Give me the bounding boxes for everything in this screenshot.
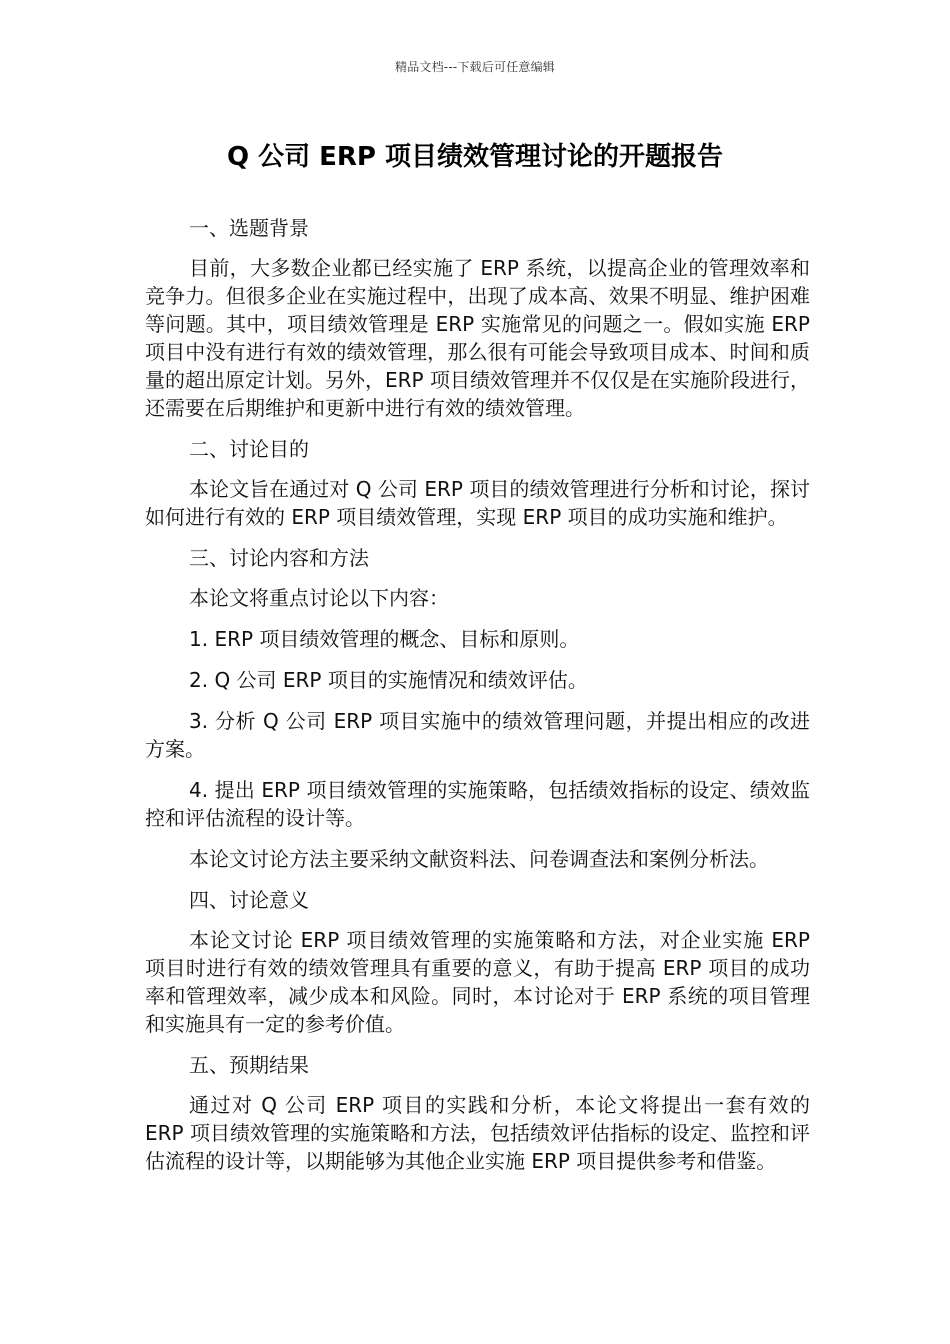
paragraph-background: 目前，大多数企业都已经实施了 ERP 系统，以提高企业的管理效率和竞争力。但很多企业在实施过程中，出现了成本高、效果不明显、维护困难等问题。其中，项目绩效管理是 ERP 实施常见的问题之一。假如实施 ERP 项目中没有进行有效的绩效管理，那么很有可能会导致项目成本、时间和质量的超出原定计划。另外，ERP 项目绩效管理并不仅仅是在实施阶段进行，还需要在后期维护和更新中进行有效的绩效管理。 — [145, 256, 810, 420]
section-heading-significance: 四、讨论意义 — [189, 888, 309, 912]
section-heading-purpose: 二、讨论目的 — [189, 437, 309, 461]
paragraph-significance: 本论文讨论 ERP 项目绩效管理的实施策略和方法，对企业实施 ERP 项目时进行有效的绩效管理具有重要的意义，有助于提高 ERP 项目的成功率和管理效率，减少成本和风险。同时，本讨论对于 ERP 系统的项目管理和实施具有一定的参考价值。 — [145, 928, 810, 1036]
header-note: 精品文档---下载后可任意编辑 — [395, 60, 555, 74]
list-item-1: 1. ERP 项目绩效管理的概念、目标和原则。 — [189, 627, 580, 651]
paragraph-expected-results: 通过对 Q 公司 ERP 项目的实践和分析，本论文将提出一套有效的 ERP 项目绩效管理的实施策略和方法，包括绩效评估指标的设定、监控和评估流程的设计等，以期能够为其他企业实施 ERP 项目提供参考和借鉴。 — [145, 1093, 810, 1173]
section-heading-content-method: 三、讨论内容和方法 — [189, 546, 369, 570]
list-item-3: 3. 分析 Q 公司 ERP 项目实施中的绩效管理问题，并提出相应的改进方案。 — [145, 709, 810, 761]
document-title: Q 公司 ERP 项目绩效管理讨论的开题报告 — [226, 142, 724, 172]
paragraph-content-intro: 本论文将重点讨论以下内容： — [189, 586, 449, 610]
section-heading-expected-results: 五、预期结果 — [189, 1053, 309, 1077]
list-item-2: 2. Q 公司 ERP 项目的实施情况和绩效评估。 — [189, 668, 588, 692]
paragraph-purpose: 本论文旨在通过对 Q 公司 ERP 项目的绩效管理进行分析和讨论，探讨如何进行有效的 ERP 项目绩效管理，实现 ERP 项目的成功实施和维护。 — [145, 477, 810, 529]
section-heading-background: 一、选题背景 — [189, 216, 309, 240]
list-item-4: 4. 提出 ERP 项目绩效管理的实施策略，包括绩效指标的设定、绩效监控和评估流程的设计等。 — [145, 778, 810, 830]
paragraph-method: 本论文讨论方法主要采纳文献资料法、问卷调查法和案例分析法。 — [189, 847, 769, 871]
document-body — [145, 214, 810, 1188]
